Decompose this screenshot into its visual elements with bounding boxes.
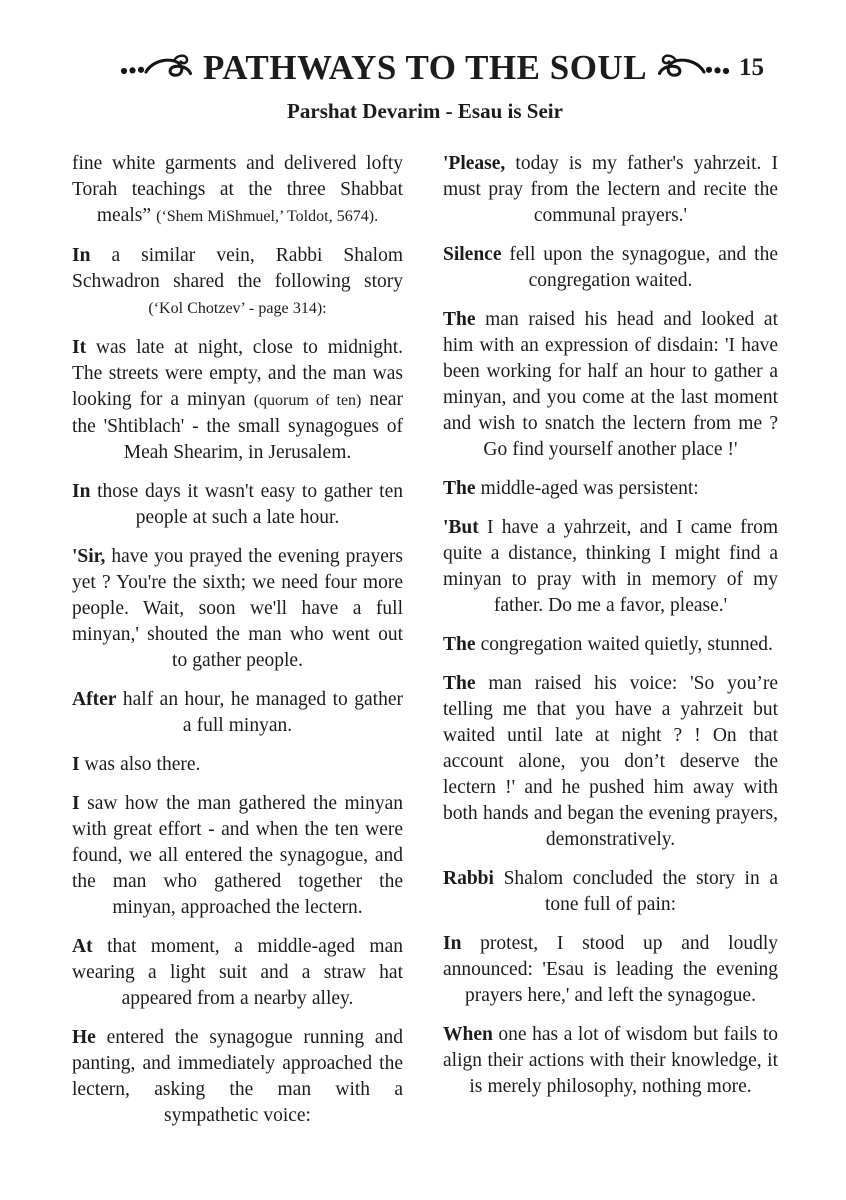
paragraph-text: half an hour, he managed to gather a full minyan. bbox=[116, 689, 403, 736]
citation-text: (quorum of ten) bbox=[253, 392, 362, 409]
paragraph bbox=[443, 515, 778, 619]
paragraph bbox=[72, 479, 403, 531]
paragraph-text: man raised his voice: 'So you’re telling me that you have a yahrzeit but waited until late at night ? ! On that account alone, you don’t deserve the lectern !' and he pushed him away with both hands and began the evening prayers, demonstratively. bbox=[443, 673, 778, 850]
paragraph-text: near the 'Shtiblach' - the small synagogues of Meah Shearim, in Jerusalem. bbox=[72, 389, 403, 463]
paragraph-text: I have a yahrzeit, and I came from quite a distance, thinking I might find a minyan to pray with in memory of my father. Do me a favor, please.' bbox=[443, 517, 778, 616]
paragraph bbox=[443, 476, 778, 502]
paragraph-text: was late at night, close to midnight. The streets were empty, and the man was looking for a minyan bbox=[72, 337, 403, 410]
paragraph bbox=[72, 151, 403, 230]
paragraph-lead-word: I bbox=[72, 793, 80, 814]
paragraph bbox=[72, 544, 403, 674]
paragraph-lead-word: 'Sir, bbox=[72, 546, 106, 567]
paragraph bbox=[72, 934, 403, 1012]
paragraph-text: those days it wasn't easy to gather ten people at such a late hour. bbox=[90, 481, 403, 528]
paragraph bbox=[443, 1022, 778, 1100]
paragraph-lead-word: I bbox=[72, 754, 80, 775]
page-header bbox=[72, 44, 778, 90]
paragraph-text: was also there. bbox=[79, 754, 201, 775]
paragraph bbox=[443, 866, 778, 918]
paragraph bbox=[443, 632, 778, 658]
paragraph-lead-word: At bbox=[72, 936, 93, 957]
citation-text: (‘Kol Chotzev’ - page 314): bbox=[148, 300, 327, 317]
paragraph-text: have you prayed the evening prayers yet ? You're the sixth; we need four more people. Wait, soon we'll have a full minyan,' shouted the man who went out to gather people. bbox=[72, 546, 403, 671]
paragraph-lead-word: The bbox=[443, 478, 476, 499]
paragraph-text: congregation waited quietly, stunned. bbox=[475, 634, 773, 655]
page-title: PATHWAYS TO THE SOUL bbox=[202, 47, 648, 87]
paragraph bbox=[72, 243, 403, 322]
page-number: 15 bbox=[739, 54, 764, 82]
paragraph-lead-word: He bbox=[72, 1027, 96, 1048]
paragraph-text: saw how the man gathered the minyan with great effort - and when the ten were found, we all entered the synagogue, and the man who gathered together the minyan, approached the lectern. bbox=[72, 793, 403, 918]
left-column bbox=[72, 151, 403, 1142]
paragraph bbox=[72, 752, 403, 778]
paragraph-text: that moment, a middle-aged man wearing a light suit and a straw hat appeared from a nearby alley. bbox=[72, 936, 403, 1009]
paragraph-lead-word: Rabbi bbox=[443, 868, 494, 889]
text-columns bbox=[72, 151, 778, 1142]
paragraph bbox=[72, 687, 403, 739]
paragraph bbox=[72, 791, 403, 921]
paragraph-text: a similar vein, Rabbi Shalom Schwadron shared the following story bbox=[72, 245, 403, 292]
right-column bbox=[443, 151, 778, 1142]
citation-text: (‘Shem MiShmuel,’ Toldot, 5674). bbox=[156, 208, 379, 225]
paragraph bbox=[443, 151, 778, 229]
paragraph bbox=[443, 307, 778, 463]
paragraph-text: Shalom concluded the story in a tone full of pain: bbox=[493, 868, 778, 915]
paragraph-text: entered the synagogue running and panting, and immediately approached the lectern, asking the man with a sympathetic voice: bbox=[72, 1027, 403, 1126]
paragraph bbox=[443, 242, 778, 294]
paragraph-lead-word: 'Please, bbox=[443, 153, 506, 174]
paragraph bbox=[72, 335, 403, 466]
paragraph bbox=[443, 931, 778, 1009]
paragraph-lead-word: In bbox=[72, 481, 91, 502]
paragraph-text: middle-aged was persistent: bbox=[475, 478, 699, 499]
flourish-right-icon bbox=[655, 52, 731, 82]
paragraph bbox=[72, 1025, 403, 1129]
flourish-left-icon bbox=[119, 52, 195, 82]
paragraph-lead-word: The bbox=[443, 309, 476, 330]
paragraph-text: today is my father's yahrzeit. I must pray from the lectern and recite the communal prayers.' bbox=[443, 153, 778, 226]
paragraph-text: man raised his head and looked at him with an expression of disdain: 'I have been working for half an hour to gather a minyan, and you come at the last moment and wish to snatch the lectern from me ? Go find yourself another place !' bbox=[443, 309, 778, 460]
paragraph-lead-word: In bbox=[443, 933, 462, 954]
paragraph-lead-word: It bbox=[72, 337, 87, 358]
paragraph-text: protest, I stood up and loudly announced: 'Esau is leading the evening prayers here,' and left the synagogue. bbox=[443, 933, 778, 1006]
paragraph-lead-word: After bbox=[72, 689, 117, 710]
paragraph bbox=[443, 671, 778, 853]
paragraph-lead-word: The bbox=[443, 673, 476, 694]
paragraph-text: fine white garments and delivered lofty Torah teachings at the three Shabbat meals” bbox=[72, 153, 403, 226]
paragraph-text: fell upon the synagogue, and the congregation waited. bbox=[501, 244, 778, 291]
paragraph-lead-word: The bbox=[443, 634, 476, 655]
paragraph-lead-word: When bbox=[443, 1024, 493, 1045]
paragraph-lead-word: In bbox=[72, 245, 91, 266]
paragraph-lead-word: 'But bbox=[443, 517, 479, 538]
paragraph-text: one has a lot of wisdom but fails to align their actions with their knowledge, it is merely philosophy, nothing more. bbox=[443, 1024, 778, 1097]
paragraph-lead-word: Silence bbox=[443, 244, 502, 265]
page-subtitle: Parshat Devarim - Esau is Seir bbox=[287, 99, 563, 123]
